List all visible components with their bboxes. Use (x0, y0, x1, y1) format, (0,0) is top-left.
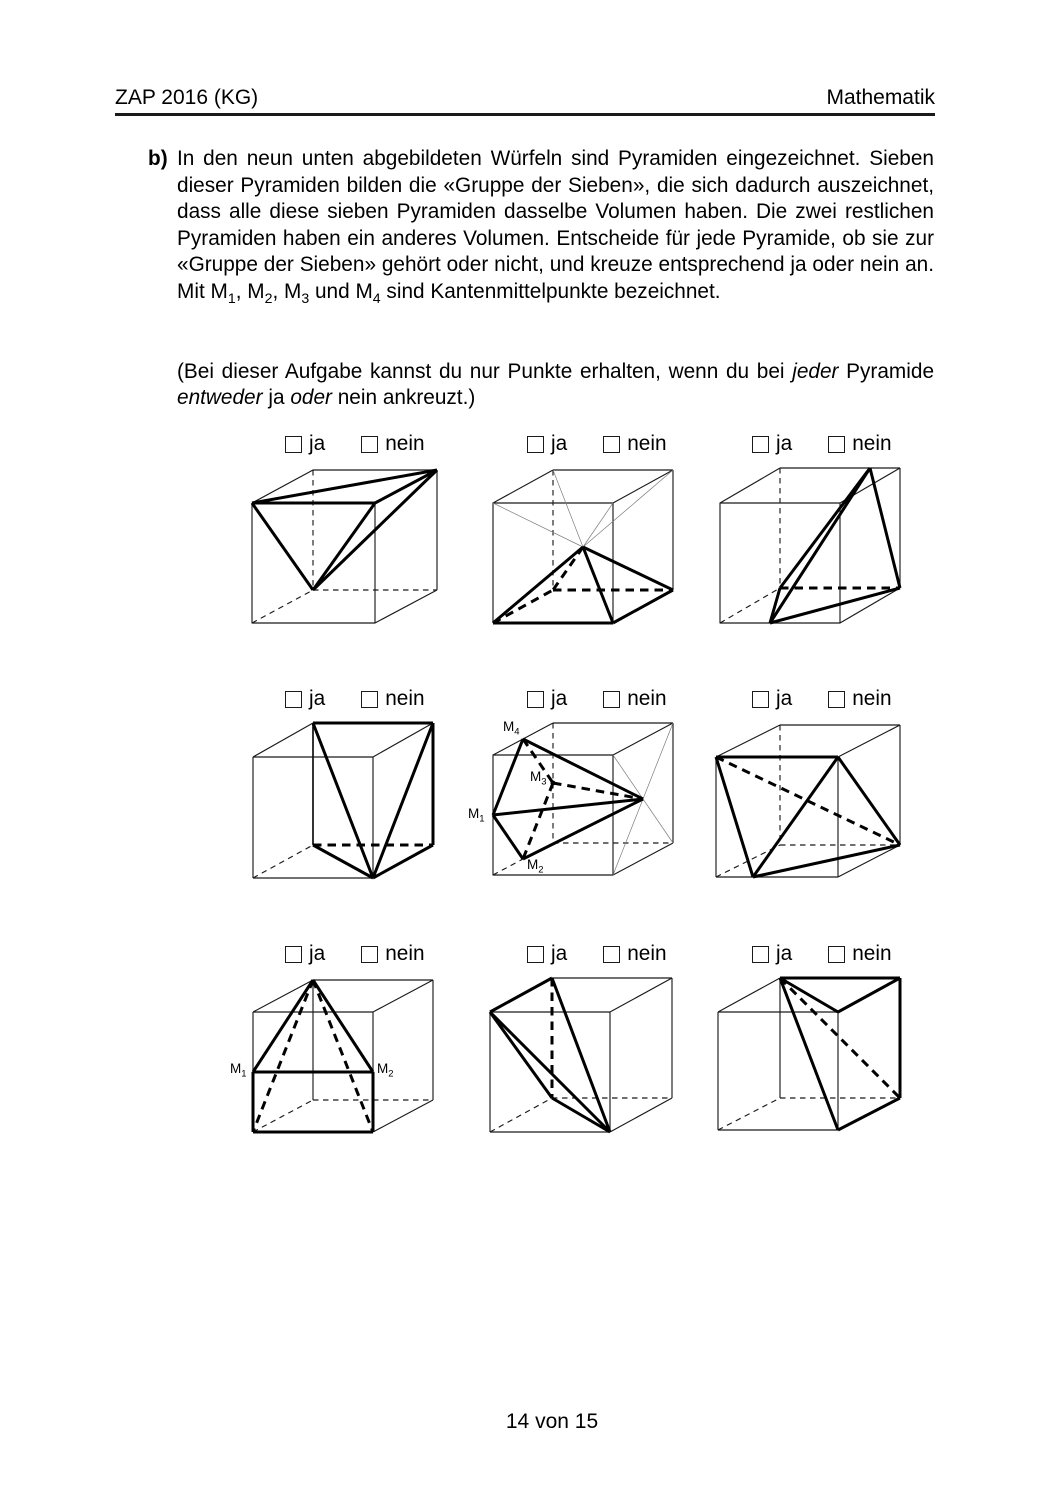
label-ja-6: ja (776, 687, 793, 710)
cube-6-drawing (716, 725, 900, 877)
header-left: ZAP 2016 (KG) (115, 86, 259, 109)
label-nein-7: nein (385, 942, 425, 965)
cube-8-drawing (490, 978, 672, 1132)
cube-7-label-m1: $M_1$ (230, 1061, 247, 1080)
cube-5-label-m4: $M_4$ (503, 719, 520, 738)
cube-5-label-m3: $M_3$ (530, 769, 547, 788)
label-ja-9: ja (776, 942, 793, 965)
label-ja-7: ja (309, 942, 326, 965)
cube-1-drawing (252, 470, 437, 623)
label-ja-3: ja (776, 432, 793, 455)
label-nein-5: nein (627, 687, 667, 710)
cube-7-drawing (253, 980, 433, 1132)
cube-4-drawing (253, 723, 433, 878)
cube-7-label-m2: $M_2$ (377, 1061, 394, 1080)
label-nein-1: nein (385, 432, 425, 455)
label-nein-2: nein (627, 432, 667, 455)
cube-3-drawing (720, 468, 900, 623)
label-nein-3: nein (852, 432, 892, 455)
cube-9-drawing (718, 978, 900, 1130)
task-text: In den neun unten abgebildeten Würfeln sind Pyramiden eingezeichnet. Sieben dieser Pyramiden bilden die «Gruppe der Sieben», die sich dadurch auszeichnet, dass alle diese sieben Pyramiden dasselbe Volumen haben. Die zwei restlichen Pyramiden haben ein anderes Volumen. Entscheide für jede Pyramide, ob sie zur «Gruppe der Sieben» gehört oder nicht, und kreuze entsprechend ja oder nein an. Mit $M_1$, $M_2$, $M_3$ und $M_4$ sind Kantenmittelpunkte bezeichnet. (177, 147, 934, 307)
label-ja-2: ja (551, 432, 568, 455)
header-right: Mathematik (826, 86, 935, 109)
label-nein-9: nein (852, 942, 892, 965)
label-ja-8: ja (551, 942, 568, 965)
label-nein-4: nein (385, 687, 425, 710)
label-nein-6: nein (852, 687, 892, 710)
page-number: 14 von 15 (505, 1410, 599, 1433)
task-label: b) (148, 147, 168, 170)
cube-2-drawing (493, 470, 673, 623)
cube-5-label-m1: $M_1$ (468, 806, 485, 825)
label-ja-1: ja (309, 432, 326, 455)
cube-5-label-m2: $M_2$ (527, 857, 544, 876)
cube-5-drawing (493, 723, 673, 875)
label-ja-4: ja (309, 687, 326, 710)
label-ja-5: ja (551, 687, 568, 710)
label-nein-8: nein (627, 942, 667, 965)
note-paragraph: (Bei dieser Aufgabe kannst du nur Punkte erhalten, wenn du bei jeder Pyramide entweder ja oder nein ankreuzt.) (177, 359, 935, 410)
